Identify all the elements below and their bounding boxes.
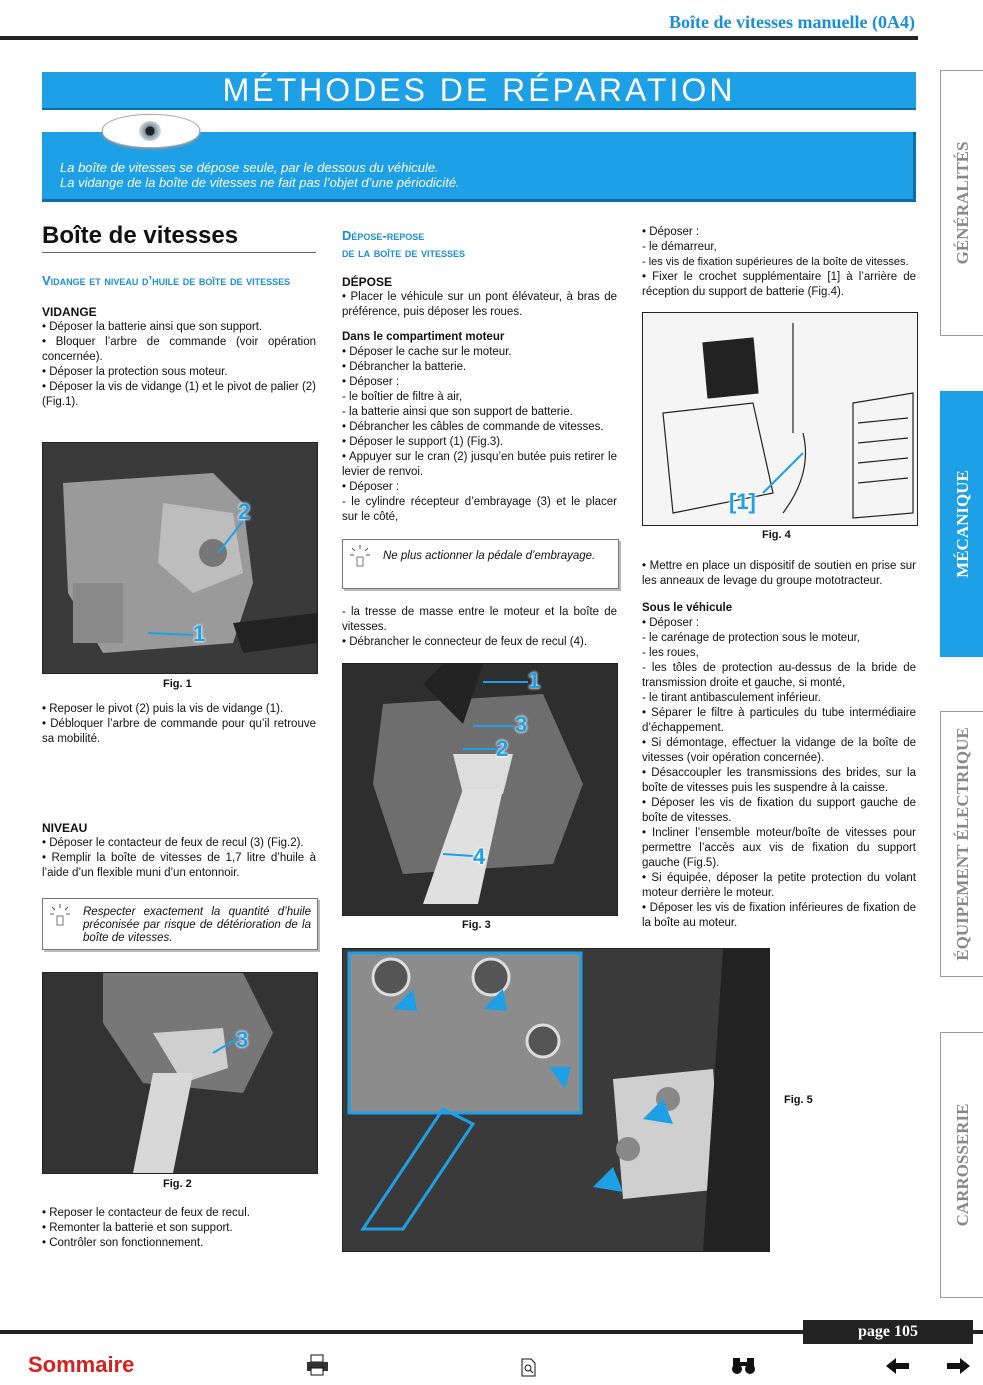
search-icon[interactable] (731, 1356, 757, 1376)
figure-2 (42, 972, 318, 1174)
figure-4 (642, 312, 918, 526)
vehicule-step-9: • Déposer les vis de fixation du support gauche de boîte de vitesses. (642, 797, 916, 824)
col1-text-top (42, 272, 316, 410)
figure-5 (342, 948, 770, 1252)
document-icon[interactable] (520, 1358, 538, 1378)
compart-step-10: - le cylindre récepteur d’embrayage (3) et le placer sur le côté, (342, 496, 617, 523)
compart-step-5: - la batterie ainsi que son support de batterie. (342, 406, 573, 418)
tab-generalites[interactable] (940, 70, 983, 336)
figure-3-caption: Fig. 3 (462, 919, 491, 931)
tab-carrosserie[interactable] (940, 1032, 983, 1298)
compart-step-7: • Déposer le support (1) (Fig.3). (342, 436, 504, 448)
page-title: Boîte de vitesses (42, 222, 316, 253)
col3-top-2: - le démarreur, (642, 241, 717, 253)
vidange-step-2: • Bloquer l’arbre de commande (voir opération concernée). (42, 336, 316, 363)
figure-1 (42, 442, 318, 674)
after-fig2-step-1: • Reposer le contacteur de feux de recul. (42, 1207, 250, 1219)
arrow-right-icon[interactable] (946, 1358, 970, 1374)
callout-4-fig3: 4 (473, 844, 486, 869)
compart-step-9: • Déposer : (342, 481, 400, 493)
note-clutch-text: Ne plus actionner la pédale d’embrayage. (383, 550, 596, 562)
vidange-step-4: • Déposer la vis de vidange (1) et le pivot de palier (2) (Fig.1). (42, 381, 316, 408)
section-heading-vidange: Vidange et niveau d’huile de boîte de vitesses (42, 273, 291, 288)
vidange-step-3: • Déposer la protection sous moteur. (42, 366, 228, 378)
callout-3-fig3: 3 (515, 712, 528, 737)
print-icon[interactable] (306, 1354, 330, 1376)
col2-text (342, 227, 617, 525)
after-note-step-2: • Débrancher le connecteur de feux de recul (4). (342, 636, 588, 648)
vehicule-step-6: • Séparer le filtre à particules du tube intermédiaire d’échappement. (642, 707, 916, 734)
section-banner: MÉTHODES DE RÉPARATION (42, 72, 916, 110)
figure-3 (342, 663, 618, 916)
eye-icon (102, 114, 200, 148)
vehicule-step-7: • Si démontage, effectuer la vidange de la boîte de vitesses (voir opération concernée). (642, 737, 916, 764)
subheading-vidange: VIDANGE (42, 305, 97, 319)
col3-text-top (642, 225, 916, 300)
figure-5-caption: Fig. 5 (784, 1094, 813, 1106)
vehicule-step-5: - le tirant antibasculement inférieur. (642, 692, 821, 704)
callout-1: 1 (193, 621, 206, 646)
subheading-niveau: NIVEAU (42, 821, 88, 835)
tab-equipement-label: ÉQUIPEMENT ÉLECTRIQUE (952, 727, 972, 961)
tab-mecanique-label: MÉCANIQUE (952, 470, 972, 578)
after-fig1-step-2: • Débloquer l’arbre de commande pour qu’il retrouve sa mobilité. (42, 718, 316, 745)
header-rule (0, 36, 918, 40)
col3-top-3: - les vis de fixation supérieures de la boîte de vitesses. (642, 256, 909, 268)
col1-after-fig2 (42, 1206, 316, 1251)
lightbulb-icon (349, 544, 371, 568)
callout-1-fig3: 1 (528, 668, 541, 693)
gearbox-photo-1 (43, 443, 317, 673)
figure-2-caption: Fig. 2 (163, 1178, 192, 1190)
niveau-step-1: • Déposer le contacteur de feux de recul (3) (Fig.2). (42, 837, 304, 849)
callout-3-fig2: 3 (236, 1027, 249, 1052)
header-title: Boîte de vitesses manuelle (0A4) (669, 12, 915, 32)
subheading-compartiment: Dans le compartiment moteur (342, 331, 505, 343)
col2-after-note (342, 605, 617, 650)
vehicule-step-10: • Incliner l’ensemble moteur/boîte de vitesses pour permettre l’accès aux vis de fixation du support gauche (Fig.5). (642, 827, 916, 869)
subheading-vehicule: Sous le véhicule (642, 602, 733, 614)
figure-4-label: [1] (729, 489, 756, 514)
gearbox-photo-5 (343, 949, 769, 1251)
gearbox-photo-3 (343, 664, 617, 915)
vehicule-step-1: • Déposer : (642, 617, 700, 629)
after-fig2-step-2: • Remonter la batterie et son support. (42, 1222, 233, 1234)
col1-niveau (42, 821, 316, 881)
compart-step-6: • Débrancher les câbles de commande de vitesses. (342, 421, 604, 433)
vehicule-step-4: - les tôles de protection au-dessus de la bride de transmission droite et gauche, si monté, (642, 662, 916, 689)
vidange-step-1: • Déposer la batterie ainsi que son support. (42, 321, 263, 333)
col3-top-4: • Fixer le crochet supplémentaire [1] à l’arrière de réception du support de batterie (Fig.4). (642, 271, 916, 298)
arrow-left-icon[interactable] (886, 1358, 910, 1374)
figure-4-caption: Fig. 4 (762, 529, 791, 541)
page-number: page 105 (803, 1320, 973, 1344)
tab-mecanique[interactable] (940, 391, 983, 657)
figure-1-caption: Fig. 1 (163, 678, 192, 690)
tab-generalites-label: GÉNÉRALITÉS (952, 141, 972, 265)
tab-equipement-electrique[interactable] (940, 711, 983, 977)
callout-2: 2 (238, 499, 251, 524)
after-note-step-1: - la tresse de masse entre le moteur et la boîte de vitesses. (342, 606, 617, 633)
vehicule-step-12: • Déposer les vis de fixation inférieures de fixation de la boîte au moteur. (642, 902, 916, 929)
note-clutch (342, 539, 619, 589)
section-heading-depose-2: de la boîte de vitesses (342, 245, 465, 260)
after-fig2-step-3: • Contrôler son fonctionnement. (42, 1237, 204, 1249)
note-oil-text: Respecter exactement la quantité d’huile préconisée par risque de détérioration de la boîte de vitesses. (83, 906, 311, 944)
intro-line-2: La vidange de la boîte de vitesses ne fait pas l’objet d’une périodicité. (60, 175, 460, 190)
depose-step: • Placer le véhicule sur un pont élévateur, à bras de préférence, puis déposer les roues. (342, 291, 617, 318)
vehicule-step-3: - les roues, (642, 647, 699, 659)
compart-step-8: • Appuyer sur le cran (2) jusqu’en butée puis retirer le levier de renvoi. (342, 451, 617, 478)
after-fig1-step-1: • Reposer le pivot (2) puis la vis de vidange (1). (42, 703, 284, 715)
vehicule-step-11: • Si équipée, déposer la petite protection du volant moteur derrière le moteur. (642, 872, 916, 899)
compart-step-4: - le boîtier de filtre à air, (342, 391, 463, 403)
col3-after-fig4 (642, 559, 916, 931)
engine-bay-drawing (643, 313, 917, 525)
compart-step-3: • Déposer : (342, 376, 400, 388)
note-oil-quantity (42, 898, 318, 950)
tab-carrosserie-label: CARROSSERIE (952, 1103, 972, 1227)
gearbox-photo-2 (43, 973, 317, 1173)
subheading-depose: DÉPOSE (342, 275, 393, 289)
niveau-step-2: • Remplir la boîte de vitesses de 1,7 litre d’huile à l’aide d’un flexible muni d’un entonnoir. (42, 852, 316, 879)
compart-step-1: • Déposer le cache sur le moteur. (342, 346, 512, 358)
sommaire-link[interactable]: Sommaire (28, 1352, 135, 1377)
vehicule-step-2: - le carénage de protection sous le moteur, (642, 632, 860, 644)
intro-line-1: La boîte de vitesses se dépose seule, par le dessous du véhicule. (60, 160, 439, 175)
callout-2-fig3: 2 (496, 736, 509, 761)
vehicule-step-8: • Désaccoupler les transmissions des brides, sur la boîte de vitesses puis les suspendre à la caisse. (642, 767, 916, 794)
lightbulb-icon (49, 903, 71, 927)
col3-top-1: • Déposer : (642, 226, 700, 238)
col1-after-fig1 (42, 702, 316, 747)
after-fig4-step: • Mettre en place un dispositif de soutien en prise sur les anneaux de levage du groupe mototracteur. (642, 560, 916, 587)
compart-step-2: • Débrancher la batterie. (342, 361, 467, 373)
section-heading-depose-1: Dépose-repose (342, 228, 425, 243)
